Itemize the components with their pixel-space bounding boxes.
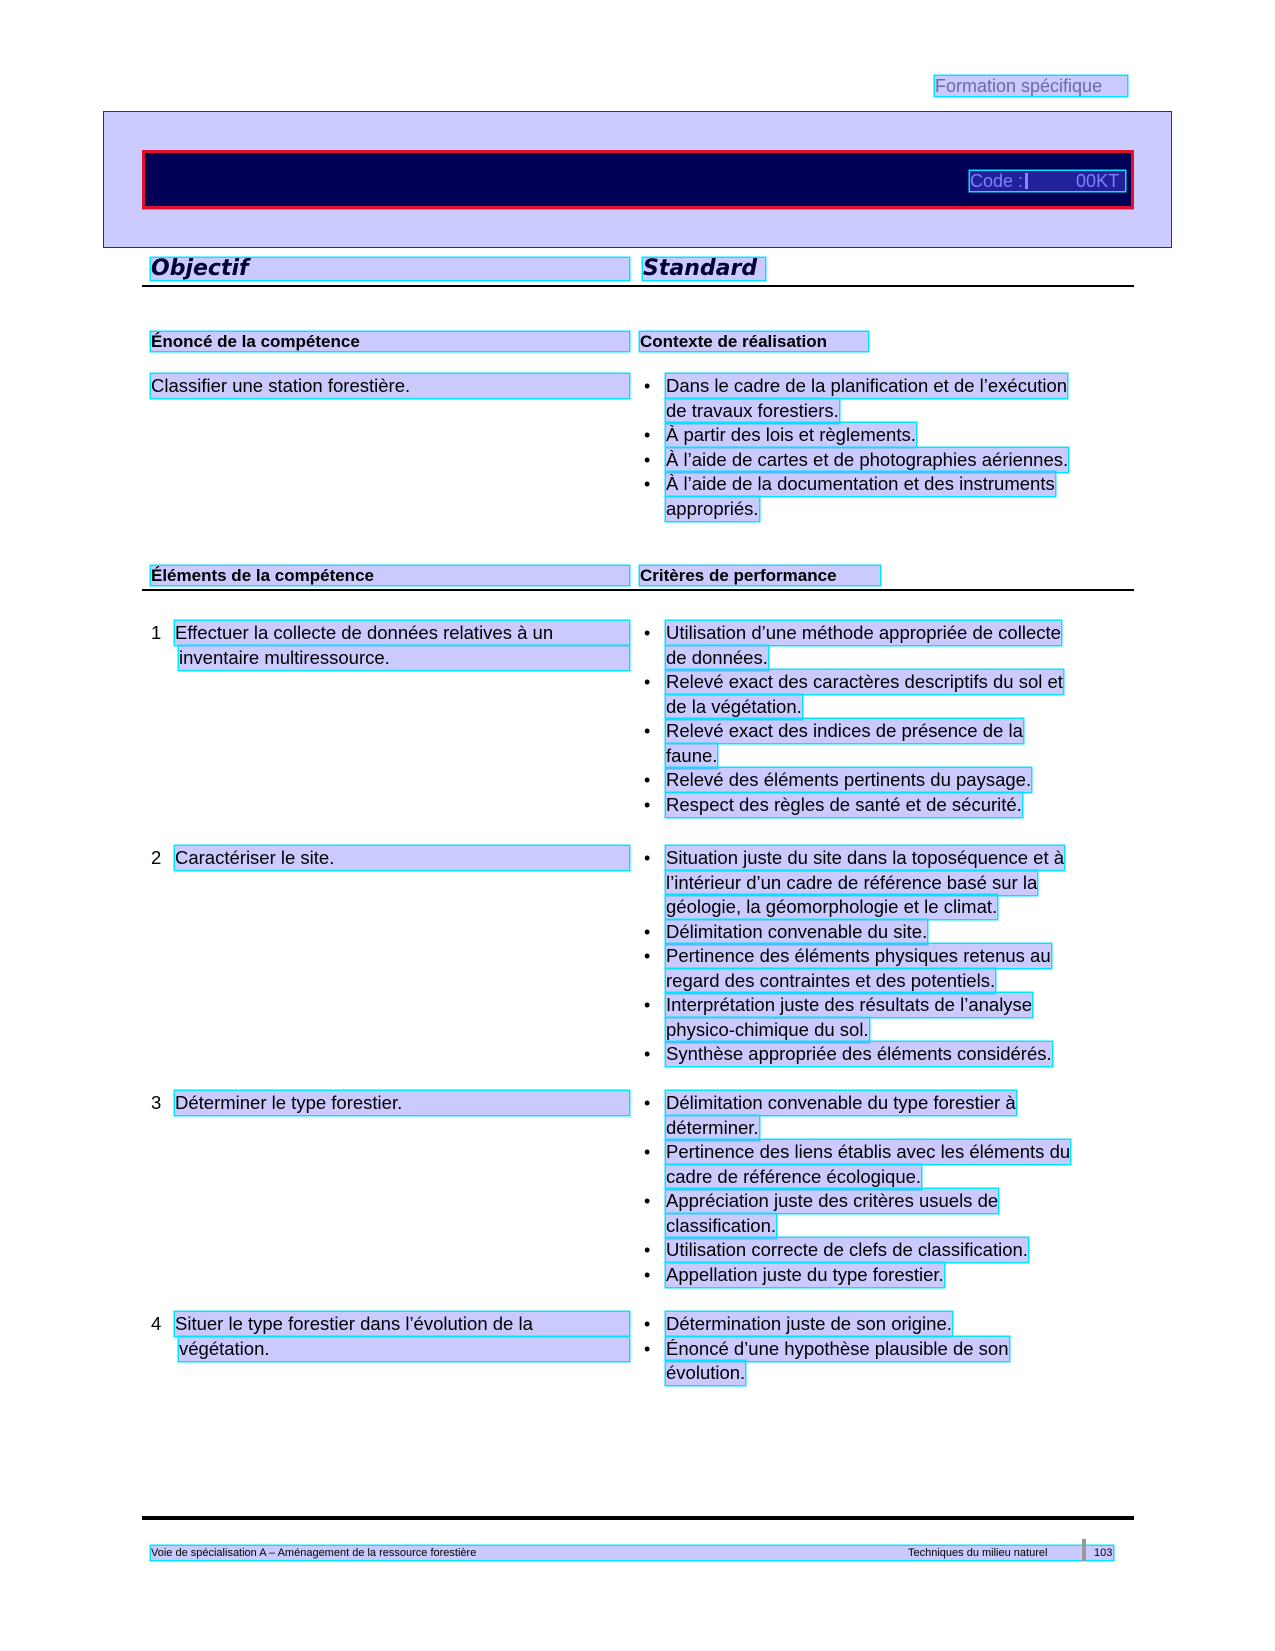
criterion-bullet: • (644, 672, 651, 692)
element-number: 4 (151, 1313, 162, 1334)
context-item-line: appropriés. (666, 497, 759, 519)
criterion-line: de la végétation. (666, 695, 802, 717)
element-text-line: végétation. (179, 1337, 629, 1361)
criterion-bullet: • (644, 1044, 651, 1064)
criterion-line: cadre de référence écologique. (666, 1165, 922, 1187)
page-number: 103 (1094, 1547, 1113, 1559)
criterion-line: Énoncé d’une hypothèse plausible de son (666, 1337, 1009, 1359)
context-bullet: • (644, 449, 651, 470)
criterion-line: Détermination juste de son origine. (666, 1313, 952, 1334)
competence-statement: Classifier une station forestière. (151, 374, 629, 398)
header-label: Formation spécifique (935, 76, 1127, 96)
context-item-line: Dans le cadre de la planification et de l’exécution (666, 375, 1068, 396)
standard-title: Standard (643, 258, 765, 280)
criterion-line: Pertinence des liens établis avec les éléments du (666, 1141, 1071, 1162)
element-text-line: Situer le type forestier dans l’évolution de la (175, 1312, 629, 1336)
criterion-line: déterminer. (666, 1116, 759, 1138)
footer-left: Voie de spécialisation A – Aménagement de la ressource forestière (151, 1547, 477, 1559)
criterion-line: regard des contraintes et des potentiels. (666, 969, 996, 991)
code-value: 00KT (1076, 171, 1120, 191)
criterion-line: physico-chimique du sol. (666, 1018, 869, 1040)
criteria-heading: Critères de performance (640, 566, 880, 585)
criterion-line: Relevé exact des indices de présence de la (666, 720, 1023, 741)
criterion-line: Relevé exact des caractères descriptifs du sol et (666, 671, 1063, 692)
competence-heading: Énoncé de la compétence (151, 332, 629, 351)
criterion-line: faune. (666, 744, 718, 766)
page-separator (1082, 1539, 1086, 1561)
criterion-line: classification. (666, 1214, 777, 1236)
criterion-bullet: • (644, 1338, 651, 1359)
element-number: 2 (151, 847, 162, 868)
element-text-line: Caractériser le site. (175, 846, 629, 870)
criterion-bullet: • (644, 770, 651, 790)
criterion-line: Situation juste du site dans la toposéquence et à (666, 847, 1065, 868)
criterion-bullet: • (644, 921, 651, 942)
criterion-bullet: • (644, 623, 651, 643)
element-text-line: Effectuer la collecte de données relatives à un (175, 621, 629, 645)
criterion-bullet: • (644, 1264, 651, 1285)
criterion-line: Utilisation d’une méthode appropriée de collecte (666, 622, 1061, 643)
context-item-line: À l’aide de la documentation et des instruments (666, 473, 1055, 494)
code-divider (1025, 173, 1028, 189)
criterion-line: Appellation juste du type forestier. (666, 1263, 944, 1285)
context-item-line: À partir des lois et règlements. (666, 424, 916, 445)
criterion-line: Délimitation convenable du site. (666, 920, 928, 942)
element-text-line: Déterminer le type forestier. (175, 1091, 629, 1115)
context-item-line: À l’aide de cartes et de photographies aériennes. (666, 448, 1069, 470)
criterion-line: Synthèse appropriée des éléments considérés. (666, 1043, 1052, 1064)
criterion-bullet: • (644, 1191, 651, 1211)
criterion-line: Appréciation juste des critères usuels de (666, 1190, 999, 1211)
criterion-line: évolution. (666, 1362, 746, 1383)
footer-right: Techniques du milieu naturel (908, 1547, 1048, 1559)
context-bullet: • (644, 425, 651, 445)
footer-rule (142, 1516, 1134, 1520)
criterion-bullet: • (644, 1093, 651, 1113)
criterion-bullet: • (644, 1142, 651, 1162)
criterion-line: l’intérieur d’un cadre de référence basé sur la (666, 871, 1038, 893)
context-item-line: de travaux forestiers. (666, 399, 839, 421)
objective-title: Objectif (151, 258, 629, 280)
code-label: Code : (970, 171, 1024, 191)
criterion-line: Relevé des éléments pertinents du paysage. (666, 769, 1032, 790)
element-text-line: inventaire multiressource. (179, 646, 629, 670)
criterion-line: géologie, la géomorphologie et le climat. (666, 896, 998, 917)
element-number: 1 (151, 622, 162, 643)
criterion-bullet: • (644, 1314, 651, 1334)
element-number: 3 (151, 1092, 162, 1113)
code-box (970, 171, 1125, 191)
criterion-line: de données. (666, 646, 768, 668)
criterion-bullet: • (644, 1240, 651, 1260)
context-heading: Contexte de réalisation (640, 332, 868, 351)
elements-rule (142, 589, 1134, 591)
criterion-line: Interprétation juste des résultats de l’analyse (666, 994, 1033, 1015)
elements-heading: Éléments de la compétence (151, 566, 629, 585)
criterion-bullet: • (644, 946, 651, 966)
criterion-line: Pertinence des éléments physiques retenus au (666, 945, 1051, 966)
title-rule (142, 285, 1134, 287)
criterion-line: Délimitation convenable du type forestier à (666, 1092, 1016, 1113)
criterion-bullet: • (644, 794, 651, 815)
criterion-bullet: • (644, 721, 651, 741)
criterion-bullet: • (644, 848, 651, 868)
criterion-bullet: • (644, 995, 651, 1015)
criterion-line: Utilisation correcte de clefs de classification. (666, 1239, 1028, 1260)
context-bullet: • (644, 474, 651, 494)
criterion-line: Respect des règles de santé et de sécurité. (666, 793, 1022, 815)
context-bullet: • (644, 376, 651, 396)
